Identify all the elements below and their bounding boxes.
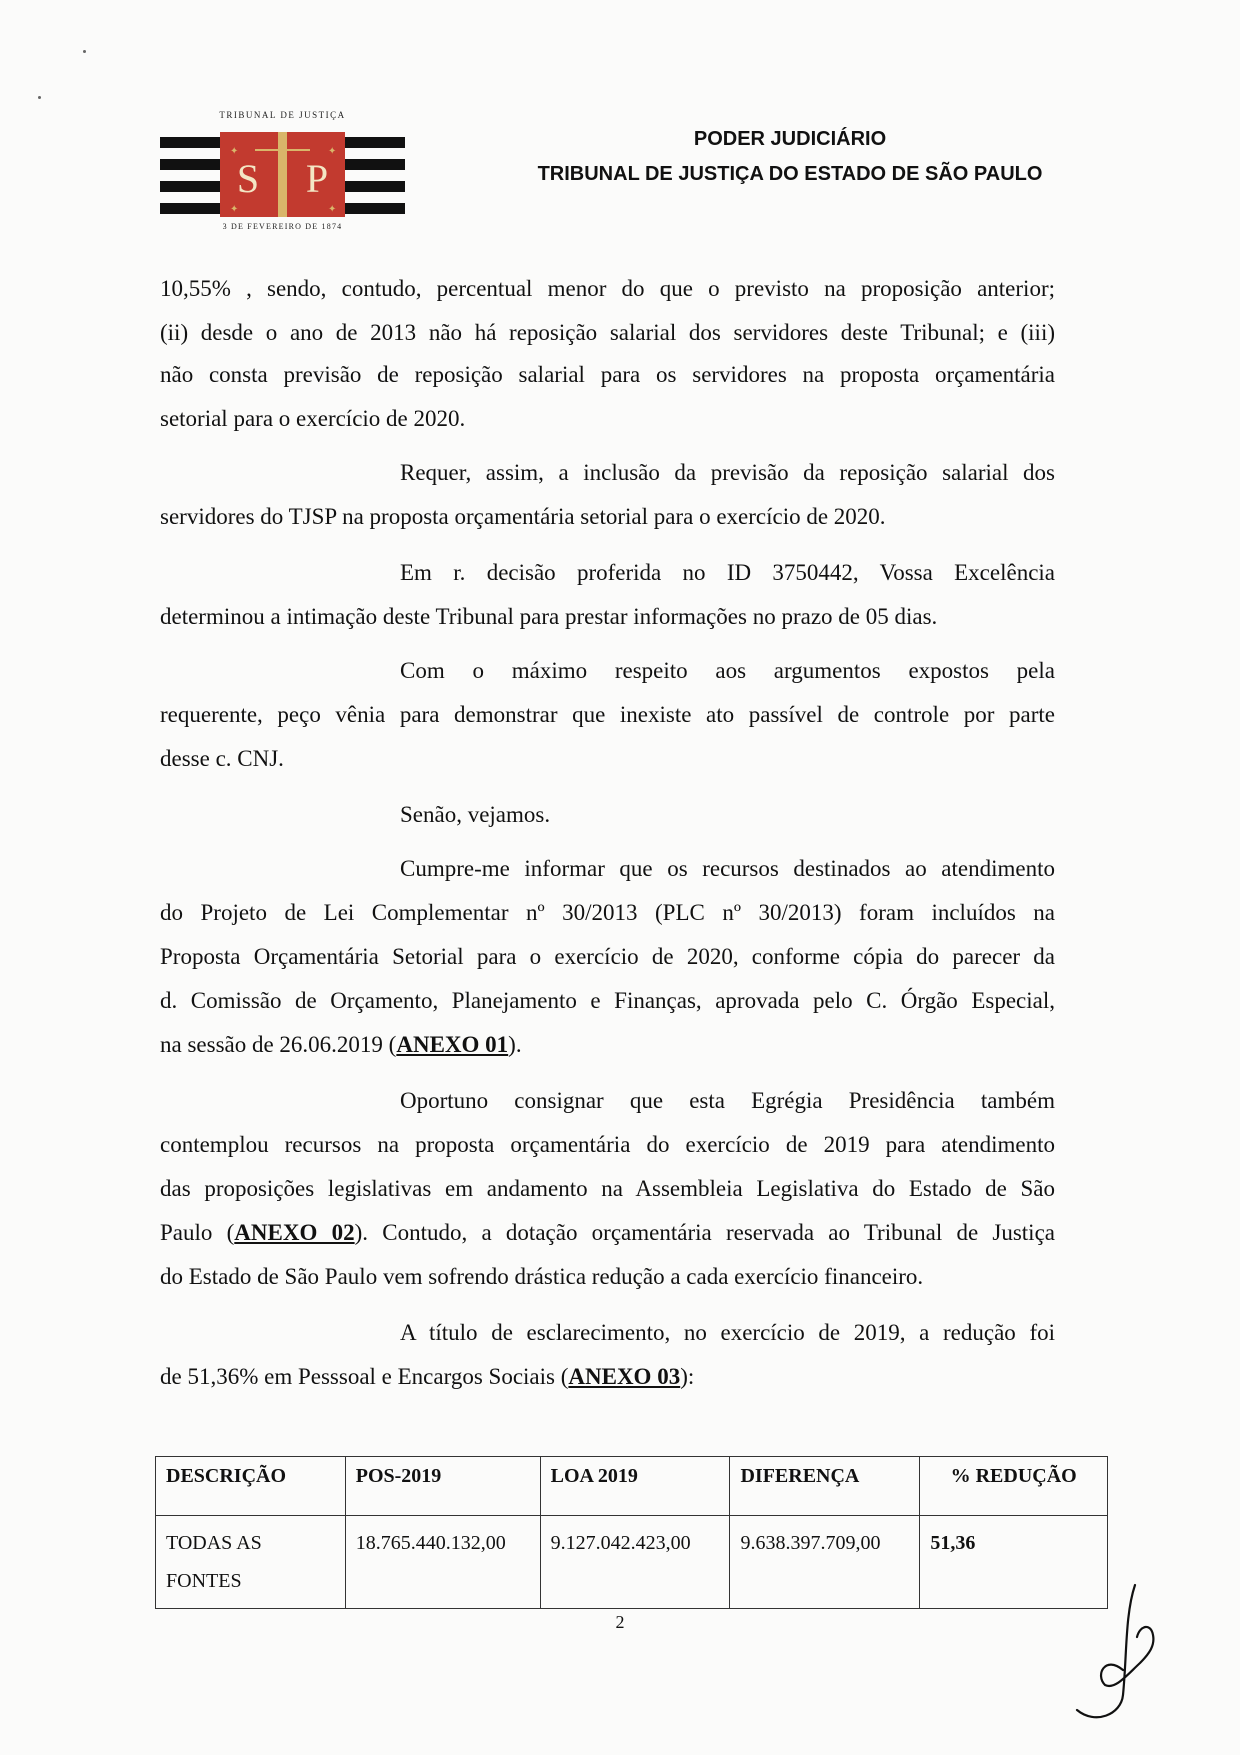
cell-descricao: TODAS AS FONTES — [156, 1516, 346, 1609]
annex-01-reference: ANEXO 01 — [396, 1032, 509, 1057]
body-line: requerente, peço vênia para demonstrar que inexiste ato passível de controle por parte — [160, 702, 1055, 727]
body-line: das proposições legislativas em andamento na Assembleia Legislativa do Estado de São — [160, 1176, 1055, 1201]
tjsp-seal-logo — [160, 110, 405, 235]
body-line: setorial para o exercício de 2020. — [160, 406, 466, 431]
cell-loa-2019: 9.127.042.423,00 — [540, 1516, 730, 1609]
body-line: do Projeto de Lei Complementar nº 30/2013 (PLC nº 30/2013) foram incluídos na — [160, 900, 1055, 925]
body-line: (ii) desde o ano de 2013 não há reposição salarial dos servidores deste Tribunal; e (iii) — [160, 320, 1055, 345]
header-diferenca: DIFERENÇA — [730, 1457, 920, 1516]
body-line: Em r. decisão proferida no ID 3750442, Vossa Excelência — [400, 560, 1055, 585]
body-line: Requer, assim, a inclusão da previsão da reposição salarial dos — [400, 460, 1055, 485]
seal-letter-s: S — [236, 156, 260, 201]
seal-emblem — [160, 132, 405, 217]
seal-top-text: TRIBUNAL DE JUSTIÇA — [219, 110, 346, 120]
budget-reduction-table — [155, 1456, 1108, 1609]
body-line: contemplou recursos na proposta orçamentária do exercício de 2019 para atendimento — [160, 1132, 1055, 1157]
svg-text:✦: ✦ — [328, 146, 337, 157]
org-line-2: TRIBUNAL DE JUSTIÇA DO ESTADO DE SÃO PAULO — [537, 163, 1043, 185]
page-number: 2 — [615, 1612, 625, 1632]
body-line: determinou a intimação deste Tribunal para prestar informações no prazo de 05 dias. — [160, 604, 938, 629]
scan-speck — [38, 96, 41, 99]
cell-pos-2019: 18.765.440.132,00 — [345, 1516, 540, 1609]
svg-text:✦: ✦ — [230, 204, 239, 215]
body-line: não consta previsão de reposição salarial para os servidores na proposta orçamentária — [160, 362, 1055, 387]
seal-letter-p: P — [305, 156, 329, 201]
body-line: servidores do TJSP na proposta orçamentária setorial para o exercício de 2020. — [160, 504, 886, 529]
header-descricao: DESCRIÇÃO — [156, 1457, 346, 1516]
svg-text:✦: ✦ — [328, 204, 337, 215]
body-line: 10,55% , sendo, contudo, percentual menor do que o previsto na proposição anterior; — [160, 276, 1055, 301]
header-pos-2019: POS-2019 — [345, 1457, 540, 1516]
table-row — [156, 1516, 1108, 1609]
body-line: Senão, vejamos. — [400, 802, 551, 827]
header-loa-2019: LOA 2019 — [540, 1457, 730, 1516]
body-line: Com o máximo respeito aos argumentos expostos pela — [400, 658, 1055, 683]
body-line: Oportuno consignar que esta Egrégia Presidência também — [400, 1088, 1055, 1113]
body-line: desse c. CNJ. — [160, 746, 284, 771]
annex-03-reference: ANEXO 03 — [568, 1364, 681, 1389]
body-line: do Estado de São Paulo vem sofrendo drástica redução a cada exercício financeiro. — [160, 1264, 924, 1289]
scan-speck — [83, 50, 86, 53]
annex-02-reference: ANEXO 02 — [234, 1220, 355, 1245]
body-line: A título de esclarecimento, no exercício de 2019, a redução foi — [400, 1320, 1055, 1345]
table-header-row — [156, 1457, 1108, 1516]
seal-bottom-text: 3 DE FEVEREIRO DE 1874 — [222, 222, 343, 231]
cell-diferenca: 9.638.397.709,00 — [730, 1516, 920, 1609]
org-line-1: PODER JUDICIÁRIO — [693, 128, 887, 150]
body-line: d. Comissão de Orçamento, Planejamento e Finanças, aprovada pelo C. Órgão Especial, — [160, 988, 1055, 1013]
body-line: na sessão de 26.06.2019 (ANEXO 01). — [160, 1032, 522, 1057]
body-line: de 51,36% em Pesssoal e Encargos Sociais (ANEXO 03): — [160, 1364, 695, 1389]
body-line: Proposta Orçamentária Setorial para o exercício de 2020, conforme cópia do parecer da — [160, 944, 1055, 969]
svg-text:✦: ✦ — [230, 146, 239, 157]
cell-reducao: 51,36 — [920, 1516, 1108, 1609]
handwritten-signature — [1065, 1575, 1175, 1725]
org-heading — [430, 124, 1150, 194]
body-line: Paulo (ANEXO 02). Contudo, a dotação orçamentária reservada ao Tribunal de Justiça — [160, 1220, 1055, 1245]
body-line: Cumpre-me informar que os recursos destinados ao atendimento — [400, 856, 1055, 881]
header-reducao: % REDUÇÃO — [920, 1457, 1108, 1516]
